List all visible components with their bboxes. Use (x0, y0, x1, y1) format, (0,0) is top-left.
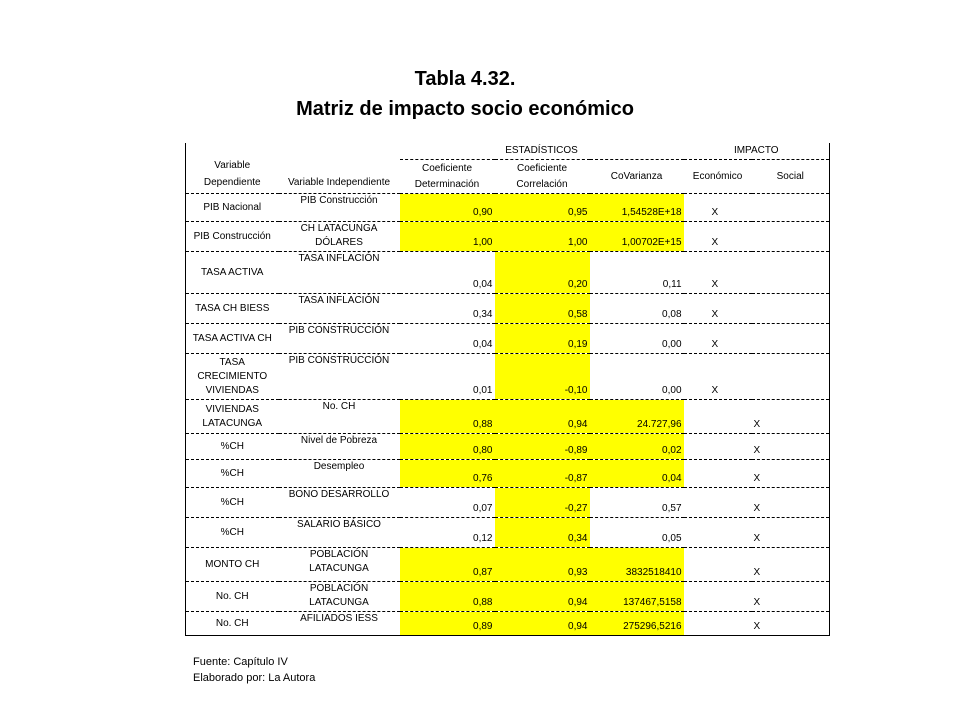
cell-covarianza: 0,00 (590, 324, 684, 354)
cell-social (752, 194, 830, 222)
table-row (186, 488, 830, 518)
cell-covarianza: 0,02 (590, 434, 684, 460)
cell-coef-determinacion: 0,12 (400, 518, 495, 548)
cell-social: X (752, 400, 830, 434)
table-row (186, 294, 830, 324)
cell-variable-independiente: Desempleo (279, 460, 400, 488)
cell-covarianza: 0,00 (590, 354, 684, 400)
cell-social (752, 252, 830, 294)
table-row (186, 252, 830, 294)
cell-economico (684, 460, 752, 488)
cell-variable-dependiente: %CH (186, 460, 279, 488)
header-coef-determinacion: Coeficiente Determinación (414, 162, 480, 190)
cell-economico: X (684, 354, 752, 400)
cell-variable-dependiente: TASA ACTIVA CH (186, 324, 279, 354)
cell-variable-dependiente: %CH (186, 518, 279, 548)
cell-economico: X (684, 194, 752, 222)
cell-coef-determinacion: 0,01 (400, 354, 495, 400)
cell-social: X (752, 434, 830, 460)
cell-coef-correlacion: 0,20 (495, 252, 590, 294)
table-row (186, 400, 830, 434)
table-row (186, 548, 830, 582)
cell-coef-correlacion: -0,89 (495, 434, 590, 460)
table-row (186, 434, 830, 460)
cell-economico: X (684, 222, 752, 252)
cell-variable-independiente: POBLACIÓN LATACUNGA (279, 548, 400, 582)
cell-covarianza: 137467,5158 (590, 582, 684, 612)
cell-variable-independiente: TASA INFLACIÓN (279, 294, 400, 324)
table-row (186, 222, 830, 252)
cell-coef-determinacion: 0,04 (400, 252, 495, 294)
table-subtitle: Matriz de impacto socio económico (296, 98, 634, 120)
cell-variable-dependiente: %CH (186, 488, 279, 518)
cell-covarianza: 0,57 (590, 488, 684, 518)
cell-social: X (752, 488, 830, 518)
cell-social: X (752, 548, 830, 582)
cell-social (752, 354, 830, 400)
cell-covarianza: 0,04 (590, 460, 684, 488)
cell-variable-dependiente: PIB Nacional (186, 194, 279, 222)
header-covarianza: CoVarianza (610, 170, 663, 182)
header-variable-dependiente: Variable Dependiente (203, 160, 261, 188)
table-row (186, 582, 830, 612)
cell-coef-determinacion: 0,90 (400, 194, 495, 222)
cell-variable-independiente: AFILIADOS IESS (279, 612, 400, 636)
cell-covarianza: 1,00702E+15 (590, 222, 684, 252)
cell-coef-correlacion: 0,94 (495, 582, 590, 612)
table-row (186, 324, 830, 354)
cell-covarianza: 24.727,96 (590, 400, 684, 434)
cell-coef-correlacion: -0,27 (495, 488, 590, 518)
cell-covarianza: 0,11 (590, 252, 684, 294)
cell-covarianza: 1,54528E+18 (590, 194, 684, 222)
cell-coef-determinacion: 0,88 (400, 582, 495, 612)
cell-variable-independiente: SALARIO BÁSICO (279, 518, 400, 548)
cell-covarianza: 3832518410 (590, 548, 684, 582)
cell-economico: X (684, 252, 752, 294)
table-row (186, 194, 830, 222)
cell-coef-determinacion: 0,34 (400, 294, 495, 324)
cell-coef-correlacion: 0,58 (495, 294, 590, 324)
cell-coef-correlacion: -0,87 (495, 460, 590, 488)
cell-economico (684, 518, 752, 548)
table-row (186, 354, 830, 400)
cell-coef-correlacion: 0,94 (495, 612, 590, 636)
header-estadisticos: ESTADÍSTICOS (400, 143, 684, 160)
header-economico: Económico (692, 170, 743, 182)
cell-social: X (752, 518, 830, 548)
cell-economico (684, 582, 752, 612)
cell-coef-correlacion: 0,93 (495, 548, 590, 582)
table-row (186, 612, 830, 636)
cell-variable-independiente: POBLACIÓN LATACUNGA (279, 582, 400, 612)
cell-variable-dependiente: TASA ACTIVA (186, 252, 279, 294)
cell-variable-independiente: BONO DESARROLLO (279, 488, 400, 518)
header-variable-independiente: Variable Independiente (287, 177, 391, 188)
cell-economico: X (684, 294, 752, 324)
cell-social (752, 294, 830, 324)
header-impacto: IMPACTO (684, 143, 830, 160)
cell-coef-determinacion: 0,76 (400, 460, 495, 488)
cell-economico (684, 548, 752, 582)
header-coef-correlacion: Coeficiente Correlación (516, 162, 568, 190)
header-social: Social (776, 170, 804, 182)
cell-economico (684, 612, 752, 636)
cell-variable-dependiente: TASA CRECIMIENTO VIVIENDAS (186, 354, 279, 400)
cell-variable-independiente: CH LATACUNGA DÓLARES (279, 222, 400, 252)
cell-coef-correlacion: -0,10 (495, 354, 590, 400)
table-title: Tabla 4.32. (414, 68, 516, 90)
cell-variable-dependiente: MONTO CH (186, 548, 279, 582)
cell-coef-determinacion: 1,00 (400, 222, 495, 252)
cell-coef-correlacion: 1,00 (495, 222, 590, 252)
cell-coef-determinacion: 0,88 (400, 400, 495, 434)
cell-economico (684, 488, 752, 518)
footer-elaborado: Elaborado por: La Autora (193, 672, 316, 684)
cell-variable-independiente: PIB CONSTRUCCIÓN (279, 354, 400, 400)
cell-social: X (752, 612, 830, 636)
cell-coef-determinacion: 0,07 (400, 488, 495, 518)
cell-covarianza: 275296,5216 (590, 612, 684, 636)
cell-variable-independiente: PIB CONSTRUCCIÓN (279, 324, 400, 354)
cell-social (752, 222, 830, 252)
cell-social (752, 324, 830, 354)
cell-covarianza: 0,05 (590, 518, 684, 548)
table-body (186, 194, 830, 636)
cell-coef-determinacion: 0,87 (400, 548, 495, 582)
cell-coef-correlacion: 0,34 (495, 518, 590, 548)
cell-variable-independiente: Nivel de Pobreza (279, 434, 400, 460)
cell-coef-determinacion: 0,80 (400, 434, 495, 460)
cell-coef-determinacion: 0,04 (400, 324, 495, 354)
table-row (186, 518, 830, 548)
cell-covarianza: 0,08 (590, 294, 684, 324)
cell-social: X (752, 460, 830, 488)
cell-coef-correlacion: 0,95 (495, 194, 590, 222)
cell-variable-independiente: No. CH (279, 400, 400, 434)
cell-variable-dependiente: TASA CH BIESS (186, 294, 279, 324)
cell-variable-dependiente: No. CH (186, 582, 279, 612)
cell-economico (684, 434, 752, 460)
cell-variable-dependiente: No. CH (186, 612, 279, 636)
impact-matrix-table (185, 143, 830, 636)
cell-variable-dependiente: VIVIENDAS LATACUNGA (186, 400, 279, 434)
footer-fuente: Fuente: Capítulo IV (193, 656, 288, 668)
cell-variable-dependiente: %CH (186, 434, 279, 460)
cell-variable-independiente: TASA INFLACIÓN (279, 252, 400, 294)
cell-coef-correlacion: 0,94 (495, 400, 590, 434)
cell-variable-independiente: PIB Construcción (279, 194, 400, 222)
table-row (186, 460, 830, 488)
cell-variable-dependiente: PIB Construcción (186, 222, 279, 252)
cell-economico: X (684, 324, 752, 354)
cell-coef-correlacion: 0,19 (495, 324, 590, 354)
cell-economico (684, 400, 752, 434)
cell-coef-determinacion: 0,89 (400, 612, 495, 636)
cell-social: X (752, 582, 830, 612)
